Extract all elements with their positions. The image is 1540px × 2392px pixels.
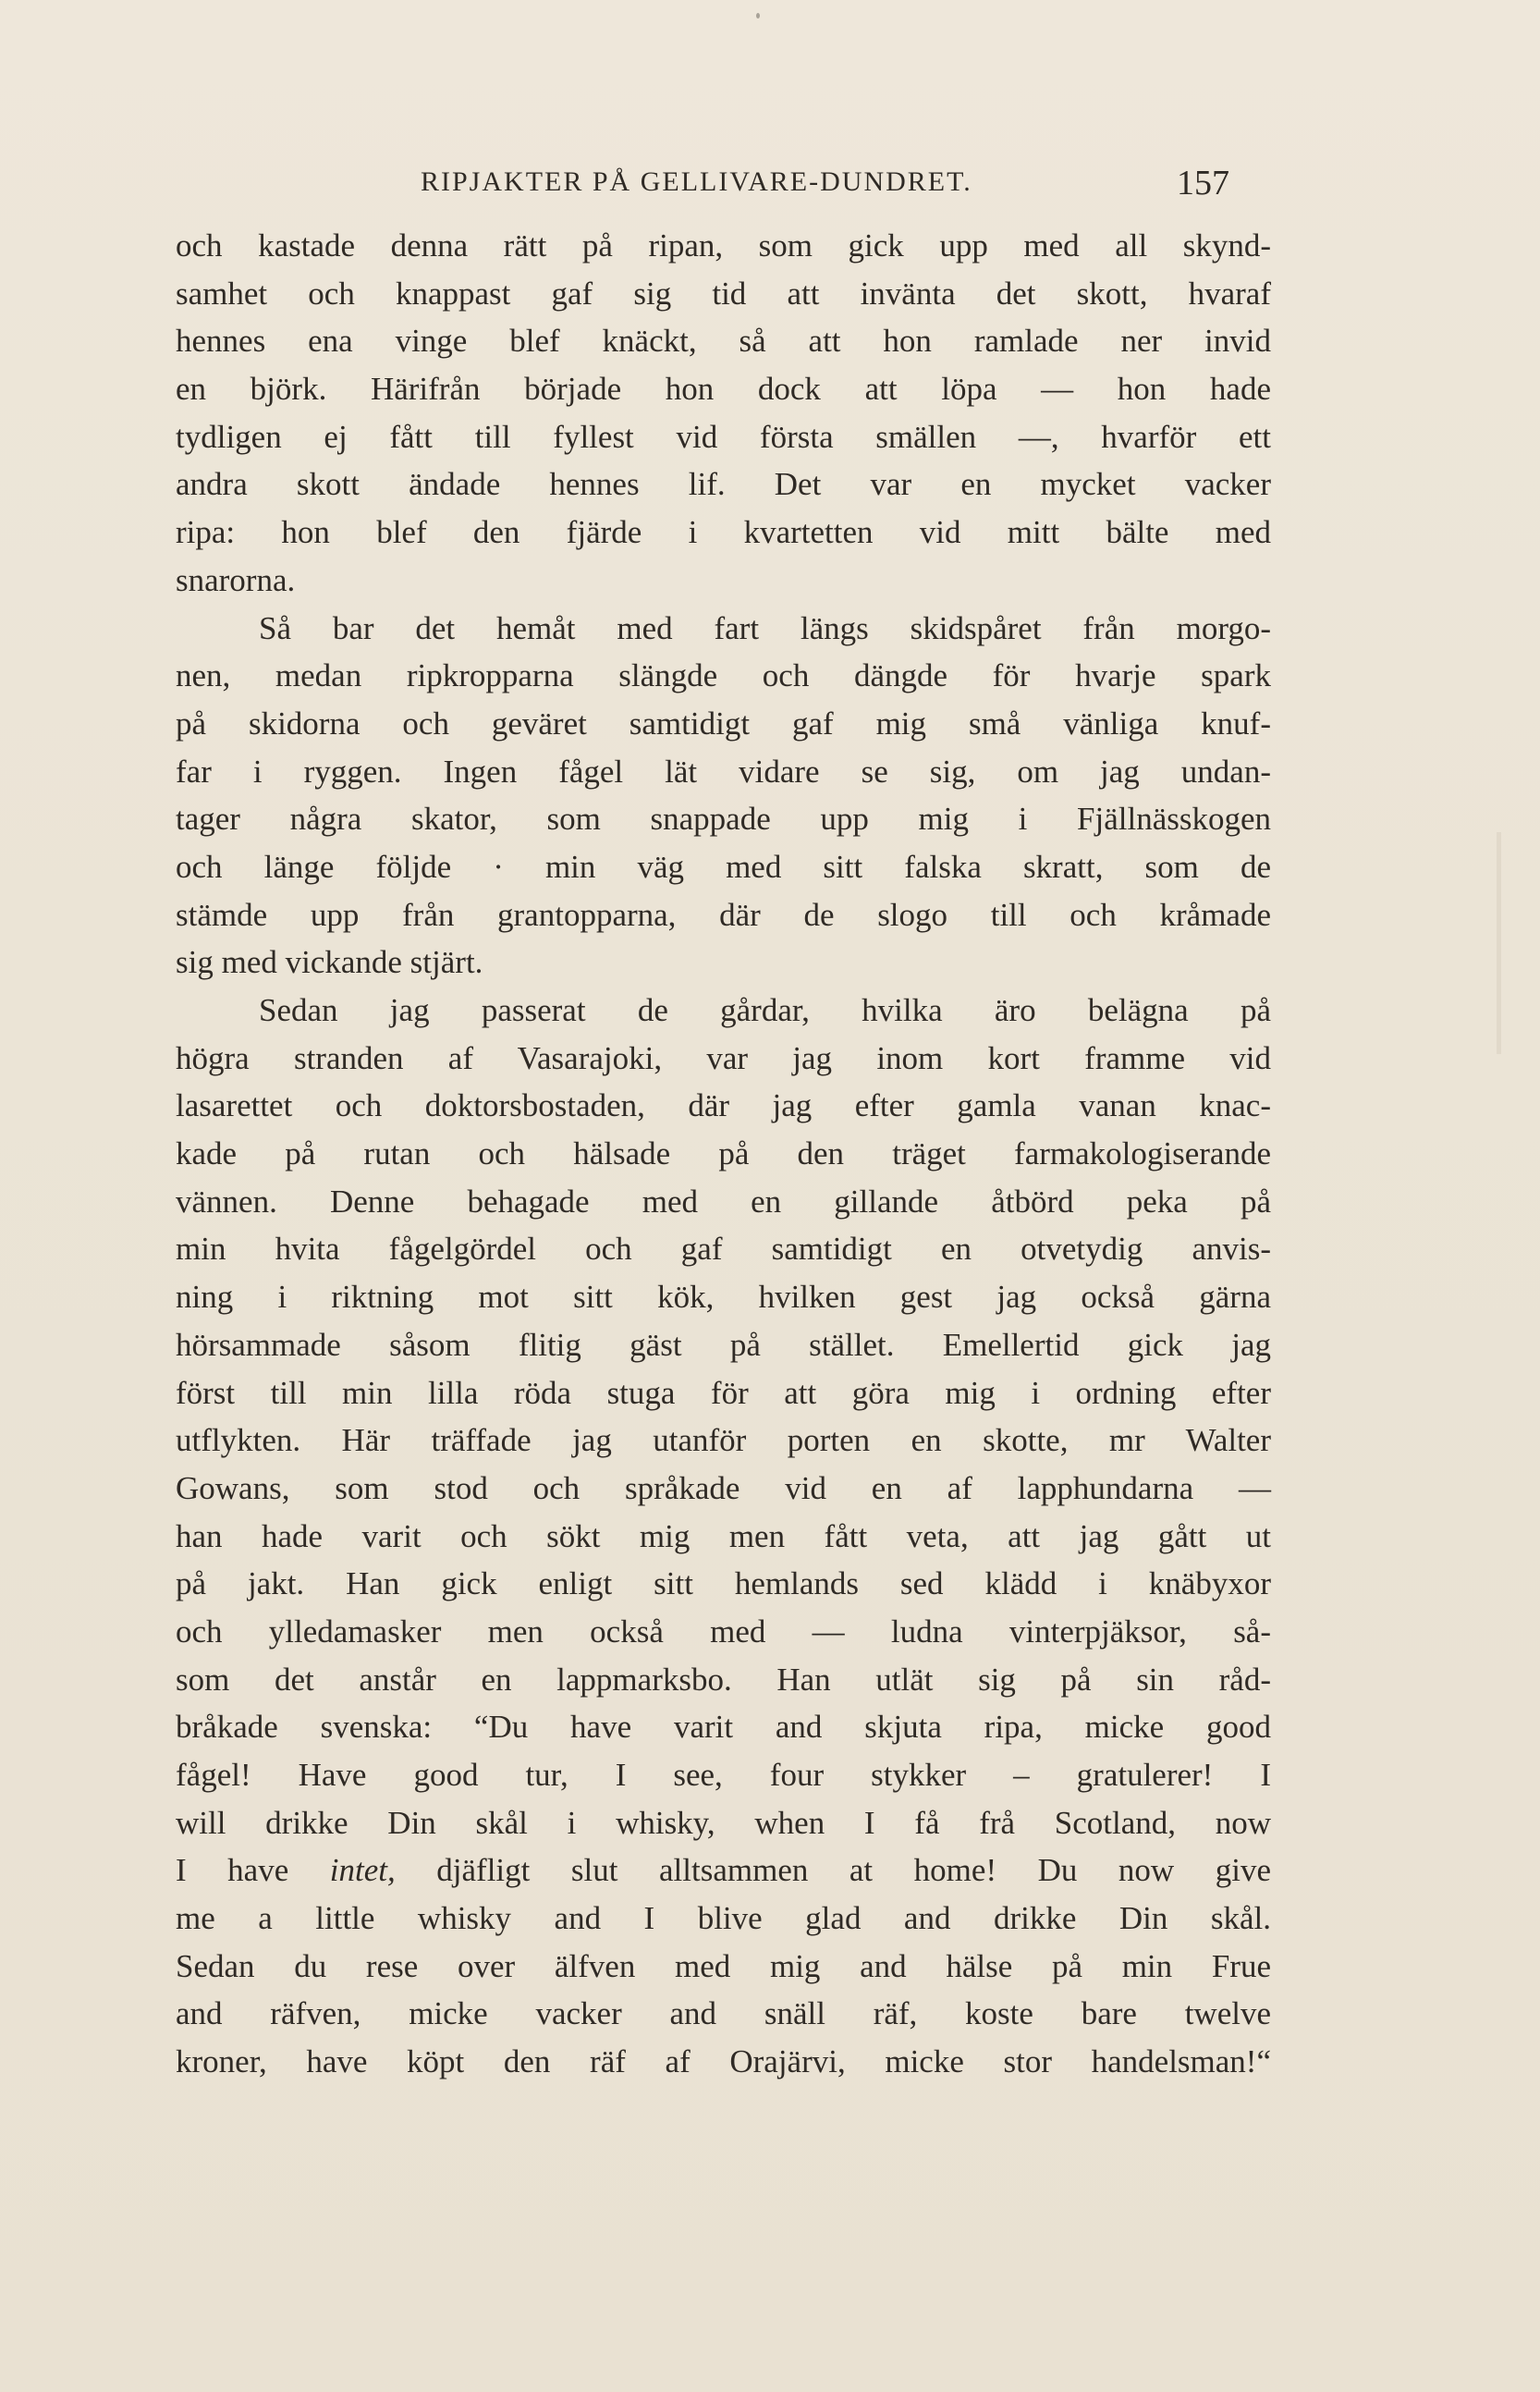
text-line: ning i riktning mot sitt kök, hvilken gest jag också gärna [176,1279,1271,1316]
text-line: och kastade denna rätt på ripan, som gick upp med all skynd- [176,227,1271,264]
text-line: ripa: hon blef den fjärde i kvartetten vid mitt bälte med [176,514,1271,551]
text-line: högra stranden af Vasarajoki, var jag inom kort framme vid [176,1039,1271,1076]
text-line: på jakt. Han gick enligt sitt hemlands sed klädd i knäbyxor [176,1565,1271,1602]
text-line: and räfven, micke vacker and snäll räf, koste bare twelve [176,1995,1271,2032]
text-line: Sedan jag passerat de gårdar, hvilka äro belägna på [259,992,1271,1028]
text-line: andra skott ändade hennes lif. Det var en mycket vacker [176,466,1271,503]
text-line: nen, medan ripkropparna slängde och dängde för hvarje spark [176,657,1271,694]
text-line: tydligen ej fått till fyllest vid första smällen —, hvarför ett [176,418,1271,455]
italic-word: intet, [329,1852,396,1889]
text-line: Gowans, som stod och språkade vid en af lapphundarna — [176,1469,1271,1506]
text-line: far i ryggen. Ingen fågel lät vidare se sig, om jag undan- [176,753,1271,790]
text-line: sig med vickande stjärt. [176,944,483,981]
text-line: kroner, have köpt den räf af Orajärvi, micke stor handelsman!“ [176,2043,1271,2080]
running-head: RIPJAKTER PÅ GELLIVARE-DUNDRET. [421,166,972,197]
text-line: stämde upp från grantopparna, där de slogo till och kråmade [176,896,1271,933]
text-line: vännen. Denne behagade med en gillande åtbörd peka på [176,1183,1271,1220]
text-line: han hade varit och sökt mig men fått veta, att jag gått ut [176,1517,1271,1554]
text-line: och ylledamasker men också med — ludna vinterpjäksor, så- [176,1613,1271,1650]
text-line: me a little whisky and I blive glad and drikke Din skål. [176,1900,1271,1937]
text-line: Så bar det hemåt med fart längs skidspåret från morgo- [259,609,1271,646]
text-line: och länge följde · min väg med sitt falska skratt, som de [176,848,1271,885]
page-header [176,166,1229,213]
text-line: bråkade svenska: “Du have varit and skjuta ripa, micke good [176,1709,1271,1746]
paper-stain [1497,832,1501,1054]
paper-speck [756,13,760,18]
text-line: tager några skator, som snappade upp mig i Fjällnässkogen [176,801,1271,838]
page-number: 157 [1177,164,1229,202]
text-line: som det anstår en lappmarksbo. Han utlät sig på sin råd- [176,1661,1271,1698]
text-line: I have intet, djäfligt slut alltsammen at home! Du now give [176,1852,1271,1889]
body-text [176,222,1271,2086]
text-line: hörsammade såsom flitig gäst på stället. Emellertid gick jag [176,1326,1271,1363]
text-line: kade på rutan och hälsade på den träget farmakologiserande [176,1135,1271,1172]
text-line: snarorna. [176,561,296,598]
text-line: will drikke Din skål i whisky, when I få frå Scotland, now [176,1804,1271,1841]
text-line: en björk. Härifrån började hon dock att löpa — hon hade [176,371,1271,408]
text-line: samhet och knappast gaf sig tid att invänta det skott, hvaraf [176,275,1271,312]
text-line: Sedan du rese over älfven med mig and hälse på min Frue [176,1947,1271,1984]
text-line: fågel! Have good tur, I see, four stykker – gratulerer! I [176,1757,1271,1793]
text-line: lasarettet och doktorsbostaden, där jag efter gamla vanan knac- [176,1087,1271,1124]
text-line: hennes ena vinge blef knäckt, så att hon ramlade ner invid [176,323,1271,360]
text-line: min hvita fågelgördel och gaf samtidigt en otvetydig anvis- [176,1231,1271,1268]
text-line: utflykten. Här träffade jag utanför porten en skotte, mr Walter [176,1422,1271,1459]
text-line: först till min lilla röda stuga för att göra mig i ordning efter [176,1374,1271,1411]
text-line: på skidorna och geväret samtidigt gaf mig små vänliga knuf- [176,705,1271,742]
